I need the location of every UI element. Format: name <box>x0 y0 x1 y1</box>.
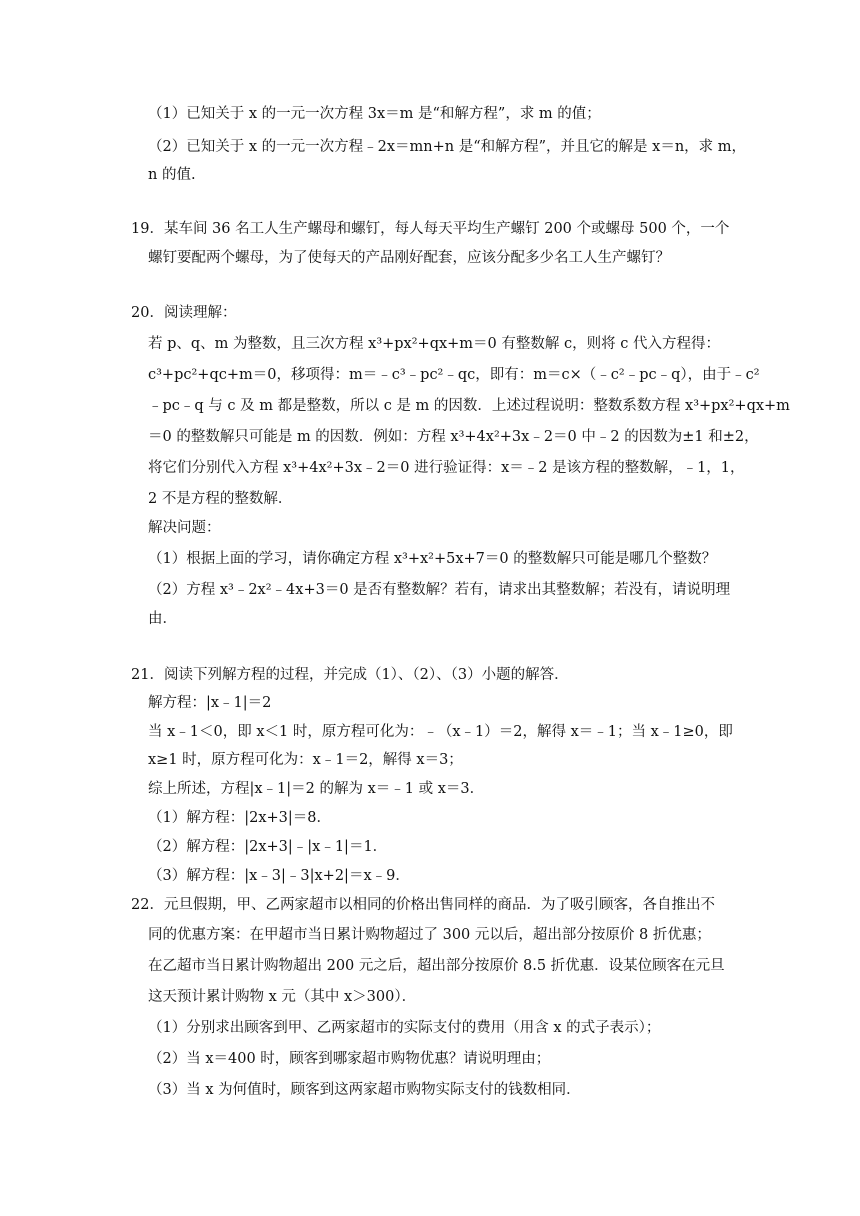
q19-line2: 螺钉要配两个螺母，为了使每天的产品刚好配套，应该分配多少名工人生产螺钉？ <box>148 250 670 266</box>
q22-line4: 这天预计累计购物 x 元（其中 x＞300）． <box>148 989 417 1005</box>
q21-line3: x≥1 时，原方程可化为：x﹣1＝2，解得 x＝3； <box>148 752 463 768</box>
q22-line1: 22．元旦假期，甲、乙两家超市以相同的价格出售同样的商品．为了吸引顾客，各自推出不 <box>131 897 715 913</box>
q22-line2: 同的优惠方案：在甲超市当日累计购物超过了 300 元以后，超出部分按原价 8 折优惠； <box>148 927 711 943</box>
q18-part2-line1: （2）已知关于 x 的一元一次方程﹣2x＝mn+n 是“和解方程”，并且它的解是 x＝n，求 m， <box>148 139 747 155</box>
q21-part2: （2）解方程：|2x+3|﹣|x﹣1|＝1． <box>148 839 388 855</box>
q22-part1: （1）分别求出顾客到甲、乙两家超市的实际支付的费用（用含 x 的式子表示）； <box>148 1020 661 1036</box>
q20-part2-line1: （2）方程 x³﹣2x²﹣4x+3＝0 是否有整数解？若有，请求出其整数解；若没有，请说明理 <box>148 582 731 598</box>
q20-solve-heading: 解决问题： <box>148 520 221 536</box>
q21-line1: 解方程：|x﹣1|＝2 <box>148 695 272 711</box>
q20-line2: c³+pc²+qc+m＝0，移项得：m＝﹣c³﹣pc²﹣qc，即有：m＝c×（﹣c²﹣pc﹣q），由于﹣c² <box>148 367 760 383</box>
q21-line2: 当 x﹣1＜0，即 x＜1 时，原方程可化为：﹣（x﹣1）＝2，解得 x＝﹣1；当 x﹣1≥0，即 <box>148 724 733 740</box>
q20-part1: （1）根据上面的学习，请你确定方程 x³+x²+5x+7＝0 的整数解只可能是哪几个整数？ <box>148 551 717 567</box>
q21-part1: （1）解方程：|2x+3|＝8． <box>148 810 331 826</box>
q22-part3: （3）当 x 为何值时，顾客到这两家超市购物实际支付的钱数相同． <box>148 1082 581 1098</box>
q22-line3: 在乙超市当日累计购物超出 200 元之后，超出部分按原价 8.5 折优惠．设某位顾客在元旦 <box>148 958 725 974</box>
q21-line4: 综上所述，方程|x﹣1|＝2 的解为 x＝﹣1 或 x＝3． <box>148 781 485 797</box>
q19-line1: 19．某车间 36 名工人生产螺母和螺钉，每人每天平均生产螺钉 200 个或螺母 500 个，一个 <box>131 221 730 237</box>
q21-part3: （3）解方程：|x﹣3|﹣3|x+2|＝x﹣9． <box>148 868 410 884</box>
q20-part2-line2: 由． <box>148 611 177 627</box>
q18-part1: （1）已知关于 x 的一元一次方程 3x＝m 是“和解方程”，求 m 的值； <box>148 106 601 122</box>
q20-line4: ＝0 的整数解只可能是 m 的因数．例如：方程 x³+4x²+3x﹣2＝0 中﹣2 的因数为±1 和±2， <box>148 429 759 445</box>
q20-line5: 将它们分别代入方程 x³+4x²+3x﹣2＝0 进行验证得：x＝﹣2 是该方程的整数解，﹣1，1， <box>148 460 745 476</box>
q22-part2: （2）当 x＝400 时，顾客到哪家超市购物优惠？请说明理由； <box>148 1051 551 1067</box>
q20-line6: 2 不是方程的整数解． <box>148 491 293 507</box>
q18-part2-line2: n 的值. <box>148 167 196 183</box>
q21-heading: 21．阅读下列解方程的过程，并完成（1）、（2）、（3）小题的解答． <box>131 667 569 683</box>
q20-line1: 若 p、q、m 为整数，且三次方程 x³+px²+qx+m＝0 有整数解 c，则将 c 代入方程得： <box>148 336 720 352</box>
q20-heading: 20．阅读理解： <box>131 305 237 321</box>
q20-line3: ﹣pc﹣q 与 c 及 m 都是整数，所以 c 是 m 的因数．上述过程说明：整数系数方程 x³+px²+qx+m <box>148 398 790 414</box>
